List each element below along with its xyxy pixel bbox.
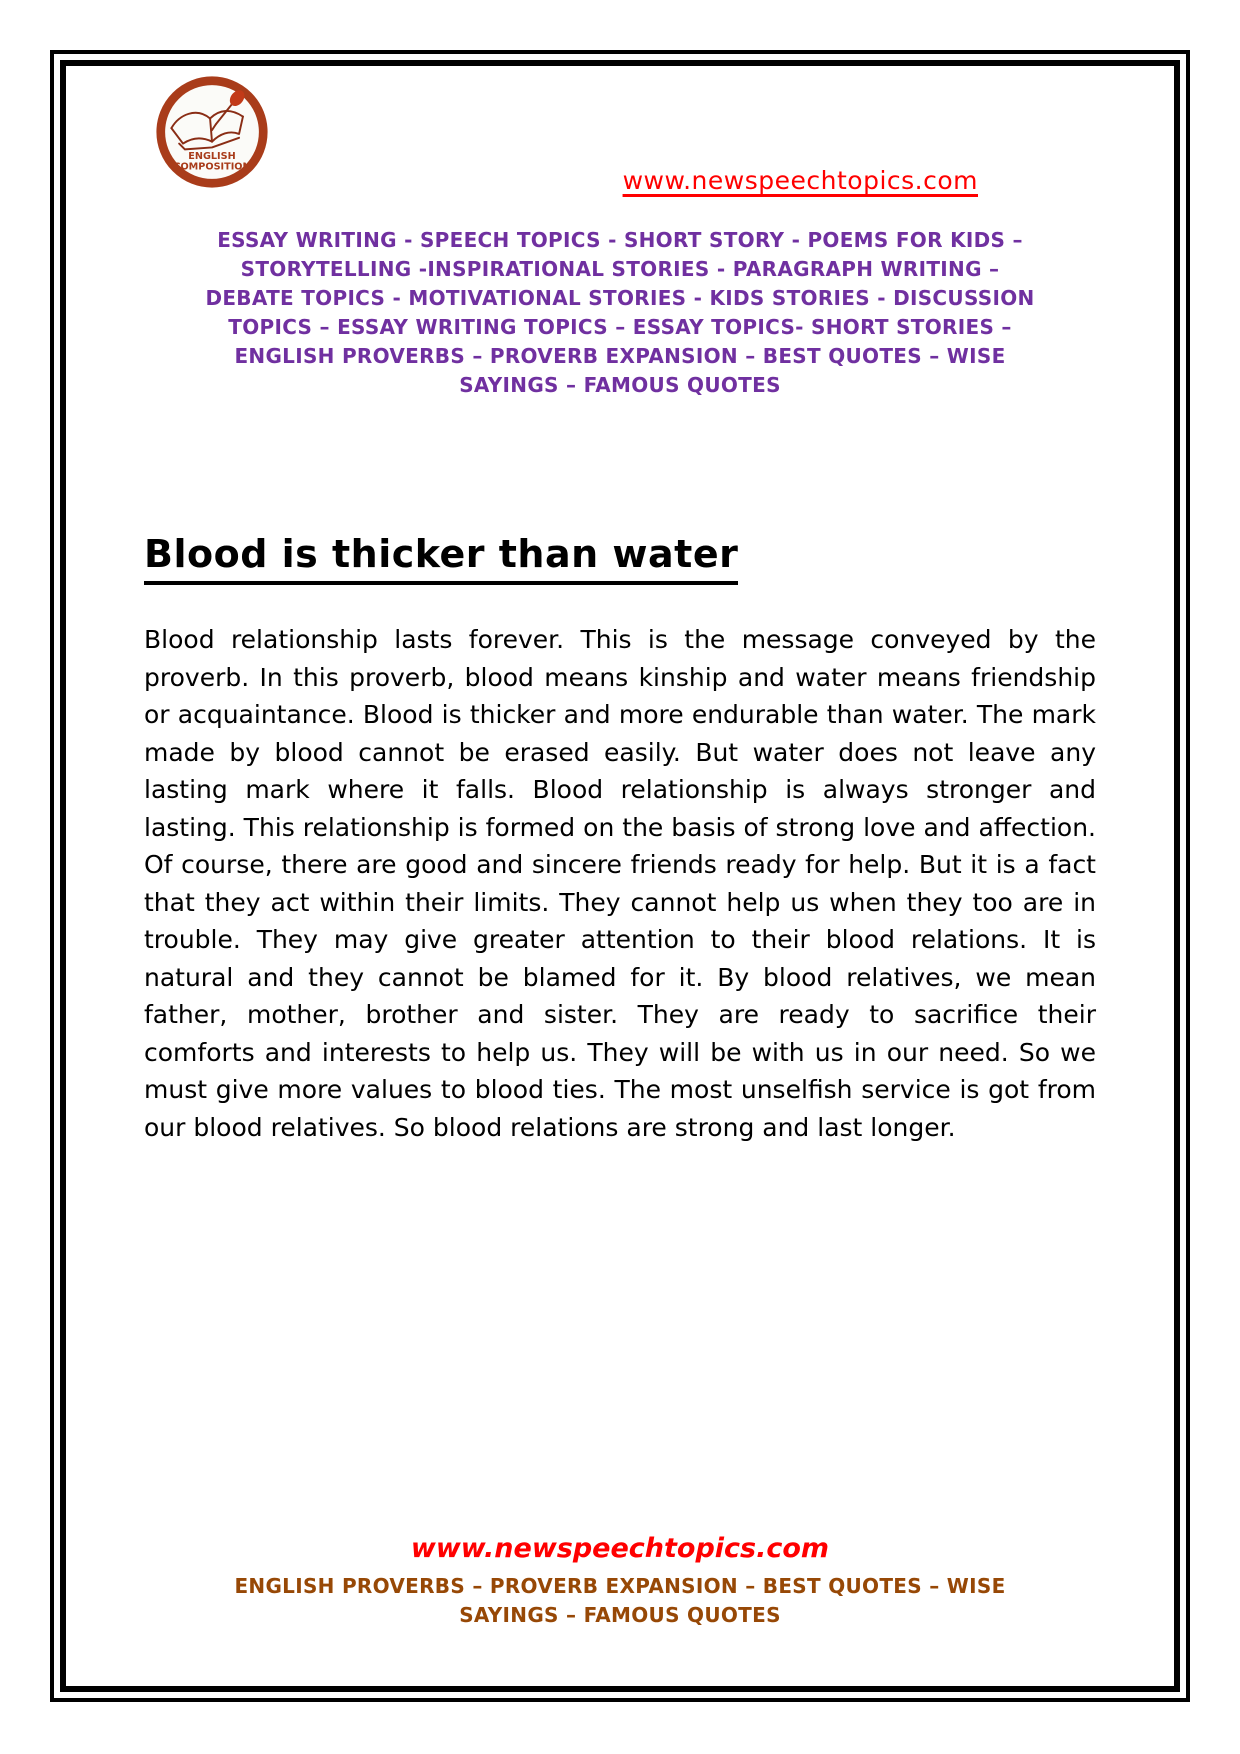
english-composition-logo — [154, 74, 270, 190]
page-footer — [66, 1533, 1174, 1630]
footer-topics — [66, 1572, 1174, 1630]
open-book-pen-icon — [154, 74, 270, 190]
topics-banner — [144, 226, 1096, 400]
outer-border — [50, 50, 1190, 1702]
topics-line: ESSAY WRITING - SPEECH TOPICS - SHORT STORY - POEMS FOR KIDS – — [217, 228, 1023, 252]
topics-line: STORYTELLING -INSPIRATIONAL STORIES - PARAGRAPH WRITING – — [240, 257, 1000, 281]
page-content — [66, 66, 1174, 1686]
page-header — [144, 66, 1096, 198]
logo-text-line2: COMPOSITION — [173, 161, 251, 173]
inner-border — [60, 60, 1180, 1692]
article-title — [144, 532, 1096, 585]
article-title-text: Blood is thicker than water — [144, 532, 738, 585]
topics-line: DEBATE TOPICS - MOTIVATIONAL STORIES - KIDS STORIES - DISCUSSION — [205, 286, 1035, 310]
article-body: Blood relationship lasts forever. This is the message conveyed by the proverb. In this proverb, blood means kinship and water means friendship or acquaintance. Blood is thicker and more endurable than water. The mark made by blood cannot be erased easily. But water does not leave any lasting mark where it falls. Blood relationship is always stronger and lasting. This relationship is formed on the basis of strong love and affection. Of course, there are good and sincere friends ready for help. But it is a fact that they act within their limits. They cannot help us when they too are in trouble. They may give greater attention to their blood relations. It is natural and they cannot be blamed for it. By blood relatives, we mean father, mother, brother and sister. They are ready to sacrifice their comforts and interests to help us. They will be with us in our need. So we must give more values to blood ties. The most unselfish service is got from our blood relatives. So blood relations are strong and last longer. — [144, 625, 1096, 1142]
footer-topics-line: ENGLISH PROVERBS – PROVERB EXPANSION – BEST QUOTES – WISE — [234, 1574, 1006, 1598]
footer-topics-line: SAYINGS – FAMOUS QUOTES — [459, 1603, 781, 1627]
topics-line: TOPICS – ESSAY WRITING TOPICS – ESSAY TOPICS- SHORT STORIES – — [228, 315, 1012, 339]
topics-line: ENGLISH PROVERBS – PROVERB EXPANSION – BEST QUOTES – WISE — [234, 344, 1006, 368]
website-url-top[interactable]: www.newspeechtopics.com — [622, 166, 978, 195]
topics-line: SAYINGS – FAMOUS QUOTES — [459, 373, 781, 397]
logo-text-line1: ENGLISH — [188, 151, 236, 163]
website-url-footer[interactable]: www.newspeechtopics.com — [410, 1533, 830, 1564]
